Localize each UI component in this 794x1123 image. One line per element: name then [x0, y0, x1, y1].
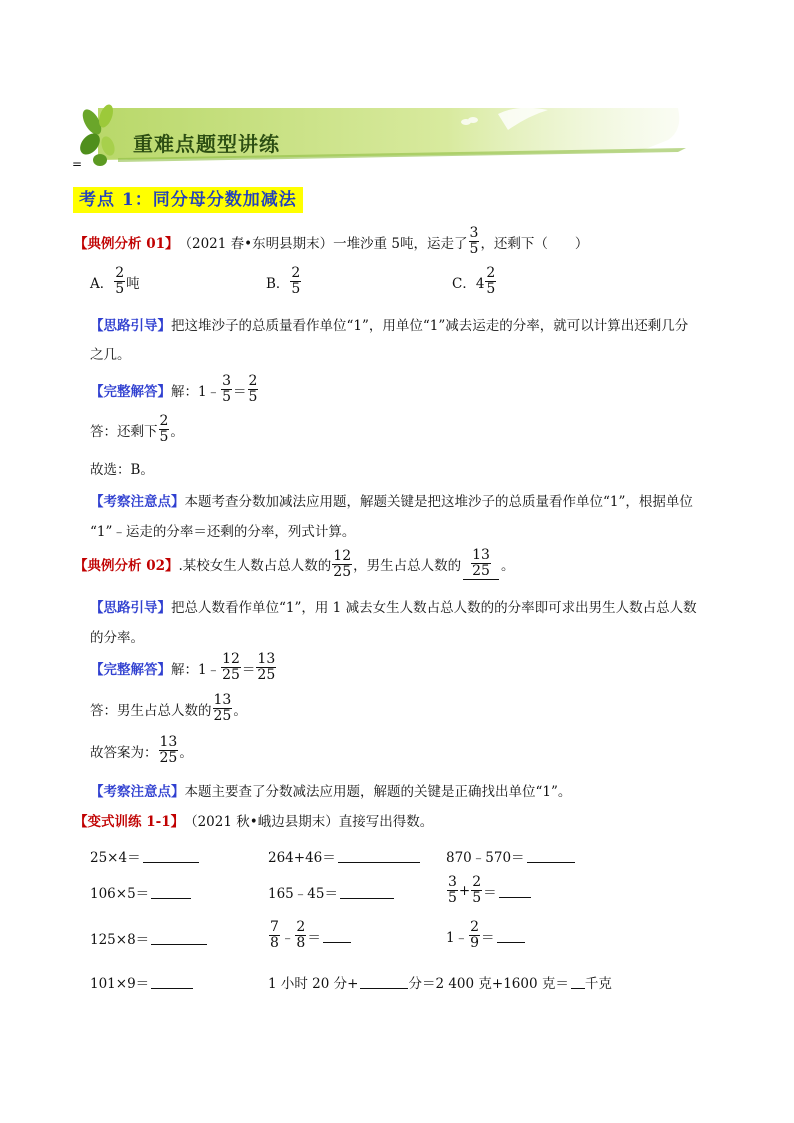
ex1-note-cont: “1”﹣运走的分率＝还剩的分率，列式计算。	[90, 524, 356, 540]
ex1-answer: 答：还剩下 $\frac{2}{5}$ 。	[90, 413, 184, 445]
ex2-question: 【典例分析 02】 .某校女生人数占总人数的 $\frac{12}{25}$ ，男生占总人数的 $\frac{13}{25}$ 。	[74, 547, 515, 580]
ex2-hint-tag: 【思路引导】	[90, 600, 171, 616]
section-title: 重难点题型讲练	[133, 132, 280, 156]
ex1-option-a: A． $\frac{2}{5}$ 吨	[90, 265, 140, 297]
answer-blank[interactable]	[323, 929, 351, 943]
drill-item: $\frac{7}{8}$ ﹣ $\frac{2}{8}$ ＝	[268, 920, 351, 951]
drill-item: 870﹣570＝	[446, 846, 575, 866]
topic-label: 考点 1：同分母分数加减法	[73, 187, 303, 213]
ex1-q-fraction: $\frac{3}{5}$	[469, 225, 479, 257]
answer-blank[interactable]	[151, 885, 191, 899]
ex1-choice: 故选：B。	[90, 462, 154, 478]
ex1-note-tag: 【考察注意点】	[90, 494, 185, 510]
ex1-source: （2021 春•东明县期末）	[178, 235, 334, 252]
ex2-sol-tag: 【完整解答】	[90, 661, 171, 678]
drill-header: 【变式训练 1-1】 （2021 秋•峨边县期末） 直接写出得数。	[74, 810, 433, 830]
stray-mark: =	[72, 157, 83, 171]
ex2-hint-cont: 的分率。	[90, 630, 144, 646]
ex2-answer-blank: $\frac{13}{25}$	[463, 548, 499, 580]
ex1-hint: 【思路引导】 把这堆沙子的总质量看作单位“1”，用单位“1”减去运走的分率，就可以计算出还剩几分	[90, 314, 688, 334]
answer-blank[interactable]	[151, 931, 207, 945]
answer-blank[interactable]	[499, 884, 531, 898]
drill-tag: 【变式训练 1-1】	[74, 814, 185, 830]
drill-item: 165﹣45＝	[268, 882, 394, 902]
ex1-sol-tag: 【完整解答】	[90, 383, 171, 400]
drill-item: 101×9＝	[90, 972, 193, 992]
ex1-q-pre: 一堆沙重 5吨，运走了	[333, 235, 468, 252]
ex1-solution: 【完整解答】 解：1﹣ $\frac{3}{5}$ ＝ $\frac{2}{5}$	[90, 373, 258, 405]
answer-blank[interactable]	[338, 849, 420, 863]
ex1-question	[74, 226, 588, 257]
ex1-option-b: B． $\frac{2}{5}$	[266, 265, 301, 297]
drill-item: 25×4＝	[90, 846, 199, 866]
answer-blank[interactable]	[571, 975, 585, 989]
answer-blank[interactable]	[360, 975, 408, 989]
answer-blank[interactable]	[497, 929, 525, 943]
drill-item: 1﹣ $\frac{2}{9}$ ＝	[446, 920, 525, 951]
ex1-tag: 【典例分析 01】	[74, 235, 179, 252]
answer-blank[interactable]	[527, 849, 575, 863]
ex1-note: 【考察注意点】 本题考查分数加减法应用题，解题关键是把这堆沙子的总质量看作单位“1”，根据单位	[90, 490, 693, 510]
drill-item: 106×5＝	[90, 882, 191, 902]
ex1-hint-cont: 之几。	[90, 347, 131, 363]
drill-item: $\frac{3}{5}$ + $\frac{2}{5}$ ＝	[446, 875, 531, 906]
ex2-note-tag: 【考察注意点】	[90, 784, 185, 800]
ex2-note: 【考察注意点】 本题主要查了分数减法应用题，解题的关键是正确找出单位“1”。	[90, 780, 571, 800]
ex1-hint-tag: 【思路引导】	[90, 318, 171, 334]
drill-item: 125×8＝	[90, 928, 207, 948]
ex2-tag: 【典例分析 02】	[74, 558, 179, 574]
drill-item: 1 小时 20 分+ 分＝2 400 克+1600 克＝ 千克	[268, 976, 612, 992]
ex1-option-c: C．4 $\frac{2}{5}$	[452, 265, 496, 297]
ex2-hint: 【思路引导】 把总人数看作单位“1”，用 1 减去女生人数占总人数的的分率即可求出男生人数占总人数	[90, 596, 697, 616]
ex2-solution: 【完整解答】 解：1﹣ $\frac{12}{25}$ ＝ $\frac{13}{25}$	[90, 651, 276, 683]
ex2-final: 故答案为： $\frac{13}{25}$ 。	[90, 734, 193, 766]
drill-item: 264+46＝	[268, 846, 420, 866]
ex1-q-post: ，还剩下（ ）	[480, 235, 589, 252]
ex2-answer: 答：男生占总人数的 $\frac{13}{25}$ 。	[90, 692, 247, 724]
answer-blank[interactable]	[340, 885, 394, 899]
answer-blank[interactable]	[151, 975, 193, 989]
answer-blank[interactable]	[143, 849, 199, 863]
